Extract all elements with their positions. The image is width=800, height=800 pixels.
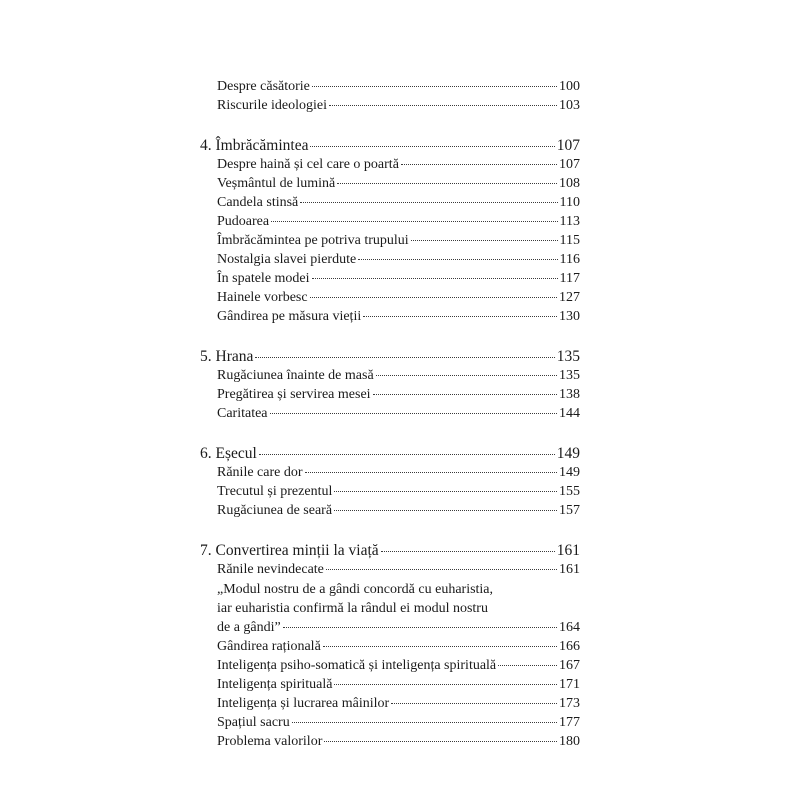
chapter-entry-page-number: 161	[556, 542, 580, 559]
section-entry[interactable]	[200, 637, 580, 656]
entry-line: „Modul nostru de a gândi concordă cu euharistia,	[217, 582, 494, 597]
chapter-entry[interactable]	[200, 541, 580, 560]
section-entry[interactable]	[200, 288, 580, 307]
section-entry[interactable]	[200, 212, 580, 231]
dot-leader	[300, 202, 557, 203]
section-entry[interactable]	[200, 675, 580, 694]
dot-leader	[363, 316, 557, 317]
chapter-entry[interactable]	[200, 347, 580, 366]
dot-leader	[337, 183, 557, 184]
section-entry-page-number: 149	[559, 465, 580, 480]
section-entry-page-number: 107	[559, 157, 580, 172]
section-entry[interactable]	[200, 155, 580, 174]
dot-leader	[255, 357, 554, 358]
dot-leader	[283, 627, 557, 628]
section-entry-page-number: 110	[559, 195, 580, 210]
toc-group	[200, 347, 580, 423]
section-entry-page-number: 144	[559, 406, 580, 421]
dot-leader	[401, 164, 557, 165]
dot-leader	[312, 86, 557, 87]
section-entry[interactable]	[200, 694, 580, 713]
section-entry-title: Veșmântul de lumină	[217, 176, 336, 191]
section-entry-page-number: 117	[559, 271, 580, 286]
section-entry[interactable]	[200, 560, 580, 579]
dot-leader	[334, 684, 557, 685]
dot-leader	[326, 569, 557, 570]
dot-leader	[334, 510, 557, 511]
section-entry-title: Gândirea pe măsura vieții	[217, 309, 362, 324]
section-entry[interactable]	[200, 193, 580, 212]
section-entry-title: Rănile nevindecate	[217, 562, 324, 577]
toc-group	[200, 541, 580, 751]
dot-leader	[312, 278, 558, 279]
section-entry[interactable]	[200, 96, 580, 115]
dot-leader	[270, 413, 557, 414]
section-entry[interactable]	[200, 732, 580, 751]
dot-leader	[310, 297, 557, 298]
section-entry-title: Hainele vorbesc	[217, 290, 308, 305]
section-entry-page-number: 115	[559, 233, 580, 248]
section-gap	[200, 326, 580, 347]
section-entry[interactable]	[200, 656, 580, 675]
section-entry[interactable]	[200, 482, 580, 501]
dot-leader	[329, 105, 557, 106]
dot-leader	[292, 722, 557, 723]
section-entry[interactable]	[200, 231, 580, 250]
section-entry-title: Rugăciunea înainte de masă	[217, 368, 374, 383]
dot-leader	[411, 240, 558, 241]
chapter-entry-page-number: 149	[556, 445, 580, 462]
section-entry-title: Despre haină și cel care o poartă	[217, 157, 399, 172]
dot-leader	[259, 454, 555, 455]
dot-leader	[376, 375, 557, 376]
section-entry[interactable]	[200, 366, 580, 385]
section-entry[interactable]	[200, 713, 580, 732]
chapter-entry-page-number: 135	[556, 348, 580, 365]
section-entry[interactable]	[200, 618, 580, 637]
multiline-entry-text	[200, 580, 580, 618]
dot-leader	[391, 703, 557, 704]
dot-leader	[324, 741, 557, 742]
section-entry-page-number: 138	[559, 387, 580, 402]
section-entry-title: Riscurile ideologiei	[217, 98, 328, 113]
section-entry-title: Pregătirea și servirea mesei	[217, 387, 371, 402]
dot-leader	[334, 491, 557, 492]
section-entry-title: Problema valorilor	[217, 734, 323, 749]
dot-leader	[323, 646, 557, 647]
dot-leader	[271, 221, 557, 222]
section-entry-page-number: 113	[559, 214, 580, 229]
section-entry-title: Gândirea rațională	[217, 639, 321, 654]
dot-leader	[498, 665, 557, 666]
dot-leader	[305, 472, 557, 473]
dot-leader	[358, 259, 557, 260]
section-entry-title: Caritatea	[217, 406, 268, 421]
section-entry-page-number: 164	[559, 620, 580, 635]
section-entry-title: Despre căsătorie	[217, 79, 310, 94]
section-entry-page-number: 130	[559, 309, 580, 324]
toc-group	[200, 136, 580, 326]
section-entry[interactable]	[200, 307, 580, 326]
dot-leader	[310, 146, 554, 147]
chapter-entry-title: 5. Hrana	[200, 348, 254, 365]
section-entry-title: Trecutul și prezentul	[217, 484, 333, 499]
section-entry-title: Spațiul sacru	[217, 715, 290, 730]
section-entry-title: Inteligența psiho-somatică și inteligența spirituală	[217, 658, 497, 673]
chapter-entry-title: 7. Convertirea minții la viață	[200, 542, 379, 559]
section-entry-page-number: 155	[559, 484, 580, 499]
chapter-entry[interactable]	[200, 444, 580, 463]
section-entry[interactable]	[200, 385, 580, 404]
section-entry-page-number: 100	[559, 79, 580, 94]
section-entry[interactable]	[200, 463, 580, 482]
section-entry-title: Îmbrăcămintea pe potriva trupului	[217, 233, 409, 248]
section-entry[interactable]	[200, 250, 580, 269]
section-entry-title: Rănile care dor	[217, 465, 303, 480]
section-gap	[200, 115, 580, 136]
section-entry-page-number: 127	[559, 290, 580, 305]
section-entry-title: Nostalgia slavei pierdute	[217, 252, 357, 267]
section-entry-page-number: 116	[559, 252, 580, 267]
section-entry-page-number: 103	[559, 98, 580, 113]
section-entry[interactable]	[200, 269, 580, 288]
section-entry-title: Candela stinsă	[217, 195, 299, 210]
section-entry-title: de a gândi”	[217, 620, 281, 635]
section-entry[interactable]	[200, 174, 580, 193]
section-entry-page-number: 166	[559, 639, 580, 654]
toc-group	[200, 444, 580, 520]
section-entry-page-number: 177	[559, 715, 580, 730]
toc-group	[200, 77, 580, 115]
section-entry-page-number: 173	[559, 696, 580, 711]
section-entry-title: În spatele modei	[217, 271, 310, 286]
chapter-entry[interactable]	[200, 136, 580, 155]
section-entry-title: Inteligența spirituală	[217, 677, 333, 692]
section-entry[interactable]	[200, 77, 580, 96]
section-entry-page-number: 167	[559, 658, 580, 673]
section-gap	[200, 520, 580, 541]
section-entry-page-number: 135	[559, 368, 580, 383]
section-gap	[200, 423, 580, 444]
section-entry[interactable]	[200, 501, 580, 520]
chapter-entry-page-number: 107	[556, 137, 580, 154]
section-entry-title: Rugăciunea de seară	[217, 503, 333, 518]
section-entry-page-number: 161	[559, 562, 580, 577]
entry-line: iar euharistia confirmă la rândul ei modul nostru	[217, 601, 488, 616]
section-entry-title: Inteligența și lucrarea mâinilor	[217, 696, 390, 711]
section-entry-title: Pudoarea	[217, 214, 270, 229]
dot-leader	[373, 394, 557, 395]
chapter-entry-title: 6. Eșecul	[200, 445, 257, 462]
dot-leader	[381, 551, 555, 552]
section-entry-page-number: 171	[559, 677, 580, 692]
table-of-contents	[200, 77, 580, 751]
chapter-entry-title: 4. Îmbrăcămintea	[200, 137, 309, 154]
section-entry-page-number: 180	[559, 734, 580, 749]
section-entry[interactable]	[200, 404, 580, 423]
section-entry-page-number: 157	[559, 503, 580, 518]
section-entry-page-number: 108	[559, 176, 580, 191]
